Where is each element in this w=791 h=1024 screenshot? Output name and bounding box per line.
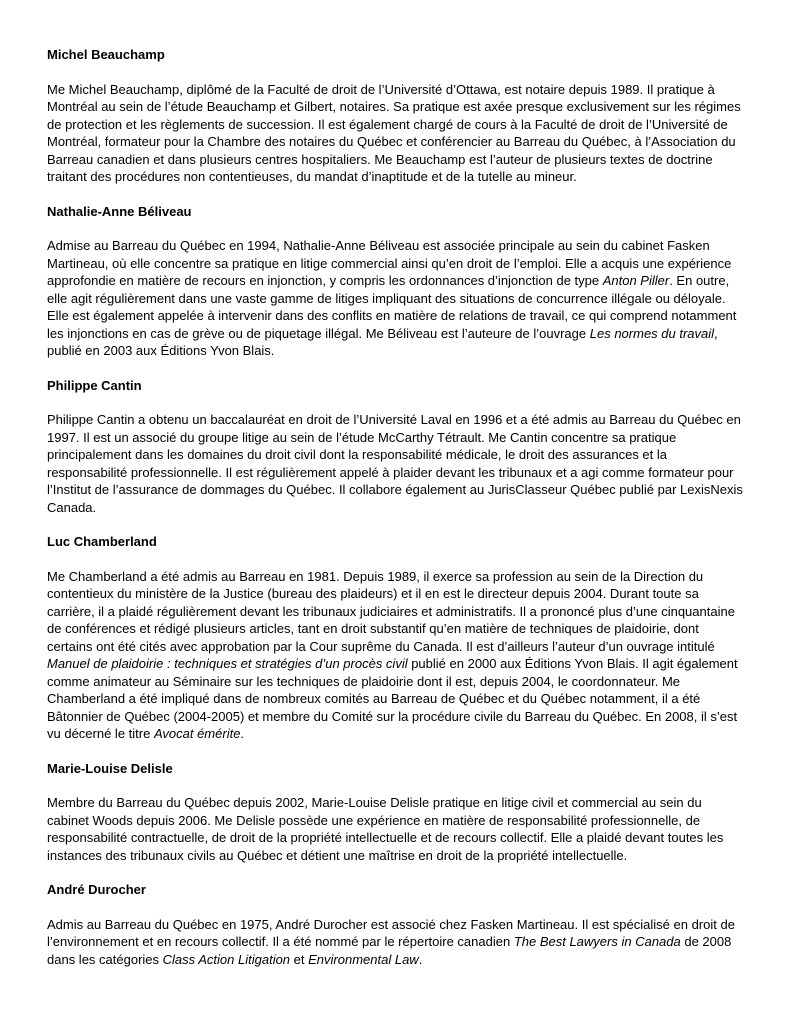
author-name: Marie-Louise Delisle xyxy=(47,760,173,776)
bio-text: Me Michel Beauchamp, diplômé de la Faculté de droit de l’Université d’Ottawa, est notaire depuis 1989. Il pratique à Montréal au sein de l’étude Beauchamp et Gilbert, notaires. Sa pratique est axée presque exclusivement sur les régimes de protection et les règlements de succession. Il est également chargé de cours à la Faculté de droit de l’Université de Montréal, formateur pour la Chambre des notaires du Québec et conférencier au Barreau du Québec, à l’Association du Barreau canadien et dans plusieurs centres hospitaliers. Me Beauchamp est l’auteur de plusieurs textes de doctrine traitant des procédures non contentieuses, du mandat d’inaptitude et de la tutelle au mineur. xyxy=(47,81,741,184)
author-name: Nathalie-Anne Béliveau xyxy=(47,203,192,219)
author-bio xyxy=(47,916,747,969)
bio-text: . xyxy=(418,951,423,967)
bio-text: Me Chamberland a été admis au Barreau en 1981. Depuis 1989, il exerce sa profession au sein de la Direction du contentieux du ministère de la Justice (bureau des plaideurs) et il en est le directeur depuis 2004. Durant toute sa carrière, il a plaidé régulièrement devant les tribunaux judiciaires et administratifs. Il a prononcé plus d’une cinquantaine de conférences et rédigé plusieurs articles, tant en droit substantif qu’en matière de techniques de plaidoirie, dont certains ont été cités avec approbation par la Cour suprême du Canada. Il est d’ailleurs l’auteur d’un ouvrage intitulé xyxy=(47,568,735,654)
author-entry-beliveau xyxy=(47,203,747,360)
author-bio xyxy=(47,794,747,864)
bio-italic-text: Les normes du travail xyxy=(589,325,715,341)
author-entry-beauchamp xyxy=(47,46,747,186)
bio-italic-text: The Best Lawyers in Canada xyxy=(513,934,681,949)
bio-italic-text: Manuel de plaidoirie : techniques et stratégies d’un procès civil xyxy=(47,656,408,671)
author-entry-delisle xyxy=(47,760,747,865)
bio-text: , publié en 2003 aux Éditions Yvon Blais. xyxy=(47,325,718,358)
bio-text: et xyxy=(290,951,309,967)
author-bio xyxy=(47,568,747,743)
bio-text: Membre du Barreau du Québec depuis 2002, Marie-Louise Delisle pratique en litige civil et commercial au sein du cabinet Woods depuis 2006. Me Delisle possède une expérience en matière de responsabilité professionnelle, de responsabilité contractuelle, de droit de la propriété intellectuelle et de recours collectif. Elle a plaidé devant toutes les instances des tribunaux civils au Québec et détient une maîtrise en droit de la propriété intellectuelle. xyxy=(47,795,724,863)
bio-text: Philippe Cantin a obtenu un baccalauréat en droit de l’Université Laval en 1996 et a été admis au Barreau du Québec en 1997. Il est un associé du groupe litige au sein de l’étude McCarthy Tétrault. Me Cantin concentre sa pratique principalement dans les domaines du droit civil dont la responsabilité médicale, le droit des assurances et la responsabilité professionnelle. Il est régulièrement appelé à plaider devant les tribunaux et a agi comme formateur pour l’Institut de l’assurance de dommages du Québec. Il collabore également au JurisClasseur Québec publié par LexisNexis Canada. xyxy=(47,412,743,515)
author-bio xyxy=(47,81,747,186)
author-bio xyxy=(47,411,747,516)
bio-text: . En outre, elle agit régulièrement dans une vaste gamme de litiges impliquant des situations de concurrence illégale ou déloyale. Elle est également appelée à intervenir dans des conflits en matière de relations de travail, ce qui comprend notamment les injonctions en cas de grève ou de piquetage illégal. Me Béliveau est l’auteure de l’ouvrage xyxy=(47,273,737,341)
author-name: Luc Chamberland xyxy=(47,534,157,549)
author-entry-cantin xyxy=(47,377,747,517)
bio-text: Admis au Barreau du Québec en 1975, André Durocher est associé chez Fasken Martineau. Il est spécialisé en droit de l’environnement et en recours collectif. Il a été nommé par le répertoire canadien xyxy=(47,916,735,949)
author-name: Michel Beauchamp xyxy=(47,47,165,62)
bio-italic-text: Class Action Litigation xyxy=(162,951,291,967)
author-name: Philippe Cantin xyxy=(47,377,142,393)
author-bio xyxy=(47,237,747,360)
bio-text: publié en 2000 aux Éditions Yvon Blais. Il agit également comme animateur au Séminaire sur les techniques de plaidoirie dont il est, depuis 2004, le coordonnateur. Me Chamberland a été impliqué dans de nombreux comités au Barreau de Québec et du Québec notamment, il a été Bâtonnier de Québec (2004-2005) et membre du Comité sur la procédure civile du Barreau du Québec. En 2008, il s’est vu décerné le titre xyxy=(47,656,738,741)
author-name: André Durocher xyxy=(47,882,146,897)
bio-text: de 2008 dans les catégories xyxy=(47,934,732,967)
bio-italic-text: Environmental Law xyxy=(308,951,419,967)
bio-text: Admise au Barreau du Québec en 1994, Nathalie-Anne Béliveau est associée principale au sein du cabinet Fasken Martineau, où elle concentre sa pratique en litige commercial ainsi qu’en droit de l’emploi. Elle a acquis une expérience approfondie en matière de recours en injonction, y compris les ordonnances d’injonction de type xyxy=(47,238,732,288)
bio-text: . xyxy=(240,726,245,741)
author-entry-chamberland xyxy=(47,533,747,743)
author-entry-durocher xyxy=(47,881,747,968)
bio-italic-text: Avocat émérite xyxy=(153,726,241,741)
bio-italic-text: Anton Piller xyxy=(602,273,670,288)
